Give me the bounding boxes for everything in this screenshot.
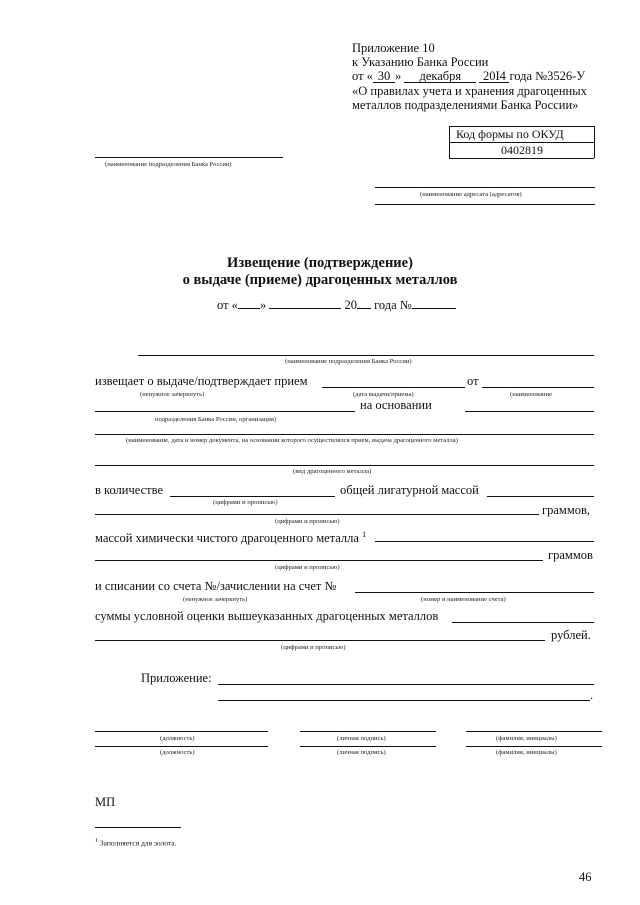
write-off-text: и списании со счета №/зачислении на счет №: [95, 579, 337, 593]
instruction-number: года №3526-У: [509, 69, 586, 83]
bank-division-caption-2: (наименование подразделения Банка России): [285, 358, 412, 365]
fio-caption-2: (фамилия, инициалы): [496, 749, 557, 756]
date-caption: (дата выдачи/приема): [353, 391, 414, 398]
instruction-month: декабря: [404, 70, 476, 83]
account-line[interactable]: [355, 592, 594, 593]
appendix-line-2[interactable]: [218, 700, 590, 701]
addressee-line[interactable]: [375, 187, 595, 188]
grams-text: граммов: [548, 548, 593, 562]
pure-mass-text: массой химически чистого драгоценного металла $^1$: [95, 530, 367, 546]
signature-line-2[interactable]: [300, 746, 436, 747]
footnote: $^1$ Заполняется для золота.: [95, 838, 177, 848]
figures-words-caption-4: (цифрами и прописью): [281, 644, 346, 651]
from-line[interactable]: [482, 387, 594, 388]
form-number-field[interactable]: [412, 308, 456, 309]
appendix-line[interactable]: [218, 684, 594, 685]
form-month-field[interactable]: [269, 308, 341, 309]
signature-caption-1: (личная подпись): [337, 735, 386, 742]
form-year-field[interactable]: [357, 308, 371, 309]
document-line[interactable]: [95, 434, 594, 435]
instruction-year: 20I4: [479, 70, 509, 83]
sum-line[interactable]: [452, 622, 594, 623]
addressee-caption: (наименование адресата (адресатов): [420, 191, 522, 198]
stamp-place: МП: [95, 795, 116, 809]
instruction-day: 30: [373, 70, 395, 83]
position-line-2[interactable]: [95, 746, 268, 747]
page-number: 46: [579, 870, 592, 884]
addressee-line-2[interactable]: [375, 204, 595, 205]
bank-division-line[interactable]: [95, 157, 283, 158]
cross-out-caption-2: (ненужное зачеркнуть): [183, 596, 248, 603]
okud-label: Код формы по ОКУД: [449, 126, 594, 143]
fio-line-1[interactable]: [466, 731, 602, 732]
appendix-period: .: [590, 688, 594, 702]
name-caption-2: подразделения Банка России, организация): [155, 416, 277, 423]
okud-code: 0402819: [449, 143, 594, 159]
document-caption: (наименование, дата и номер документа, на основании которого осуществлялся прием, выдача драгоценного металла): [126, 437, 458, 444]
form-title-1: Извещение (подтверждение): [227, 255, 413, 271]
fio-line-2[interactable]: [466, 746, 602, 747]
instruction-title-2: металлов подразделениями Банка России»: [352, 98, 579, 112]
ligature-mass-text: общей лигатурной массой: [340, 483, 479, 497]
appendix-number: Приложение 10: [352, 41, 435, 55]
bank-division-caption: (наименование подразделения Банка России): [105, 161, 232, 168]
date-line[interactable]: [322, 387, 465, 388]
footnote-text: Заполняется для золота.: [99, 838, 177, 848]
sum-line-2[interactable]: [95, 640, 545, 641]
pure-mass-line-2[interactable]: [95, 560, 543, 561]
rubles-text: рублей.: [551, 628, 591, 642]
form-day-field[interactable]: [238, 308, 260, 309]
appendix-label: Приложение:: [141, 671, 212, 685]
okud-box: [449, 126, 595, 158]
figures-words-caption-2: (цифрами и прописью): [275, 518, 340, 525]
basis-line[interactable]: [465, 411, 594, 412]
name-caption-1: (наименование: [510, 391, 553, 398]
footnote-mark: 1: [362, 530, 367, 539]
bank-division-line-2[interactable]: [138, 355, 594, 356]
position-caption-1: (должность): [160, 735, 195, 742]
position-line-1[interactable]: [95, 731, 268, 732]
form-title-2: о выдаче (приеме) драгоценных металлов: [182, 272, 458, 288]
metal-type-caption: (вид драгоценного металла): [293, 468, 372, 475]
instruction-reference: к Указанию Банка России: [352, 55, 489, 69]
position-caption-2: (должность): [160, 749, 195, 756]
basis-text: на основании: [360, 398, 432, 412]
pure-mass-line[interactable]: [375, 541, 594, 542]
fio-caption-1: (фамилия, инициалы): [496, 735, 557, 742]
instruction-title-1: «О правилах учета и хранения драгоценных: [352, 84, 587, 98]
grams-comma-text: граммов,: [542, 503, 591, 517]
instruction-date-line: от « 30 » декабря 20I4 года №3526-У: [352, 69, 586, 83]
form-date-line: от « » 20 года №: [217, 298, 456, 312]
metal-type-line[interactable]: [95, 465, 594, 466]
figures-words-caption-1: (цифрами и прописью): [213, 499, 278, 506]
figures-words-caption-3: (цифрами и прописью): [275, 564, 340, 571]
quantity-line[interactable]: [170, 496, 335, 497]
sum-text: суммы условной оценки вышеуказанных драгоценных металлов: [95, 609, 439, 623]
account-caption: (номер и наименование счета): [421, 596, 506, 603]
organization-line[interactable]: [95, 411, 355, 412]
ligature-mass-line-2[interactable]: [95, 514, 539, 515]
signature-line-1[interactable]: [300, 731, 436, 732]
cross-out-caption: (ненужное зачеркнуть): [140, 391, 205, 398]
notifies-text: извещает о выдаче/подтверждает прием: [95, 374, 308, 388]
quantity-text: в количестве: [95, 483, 164, 497]
ligature-mass-line[interactable]: [487, 496, 594, 497]
footnote-divider: [95, 827, 181, 828]
signature-caption-2: (личная подпись): [337, 749, 386, 756]
from-text: от: [467, 374, 479, 388]
